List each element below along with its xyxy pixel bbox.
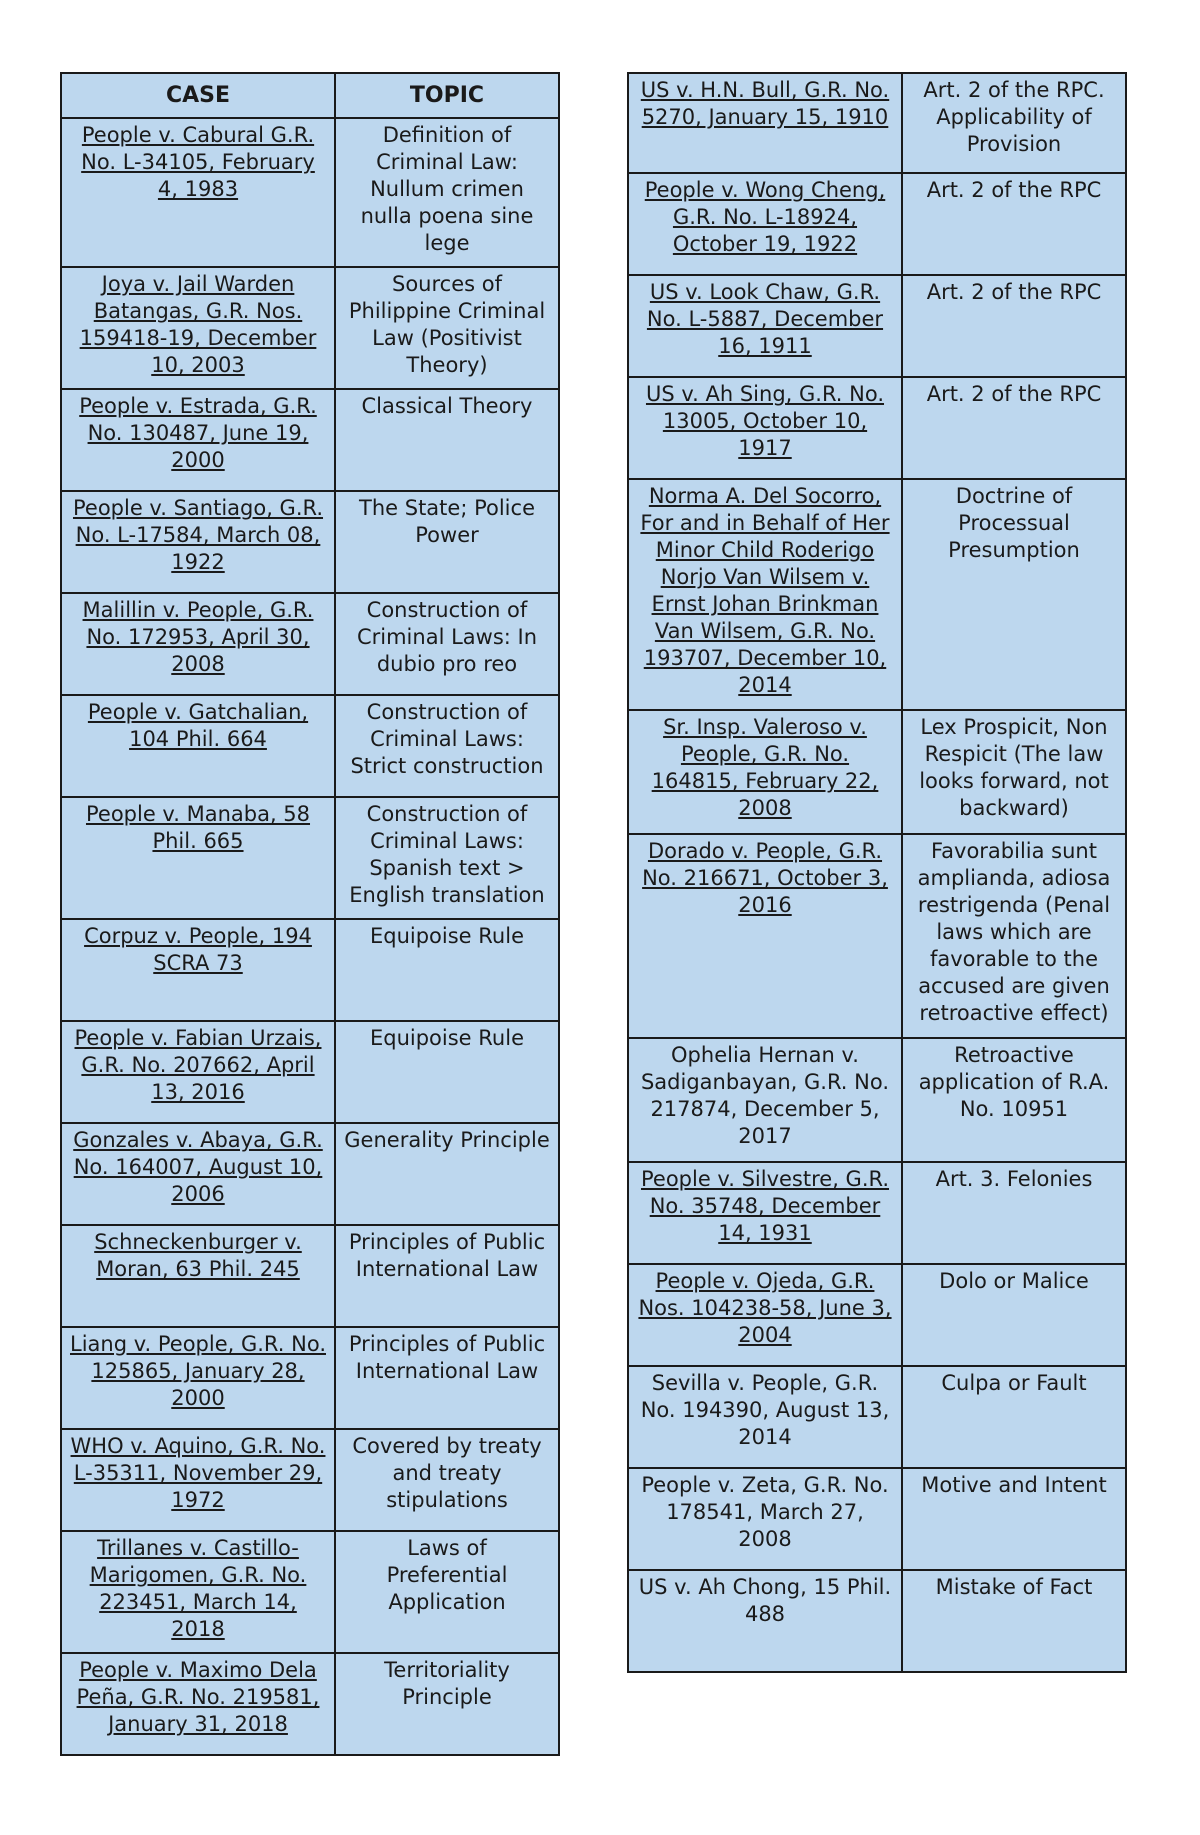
topic-cell: Principles of Public International Law	[335, 1327, 559, 1429]
topic-cell: Mistake of Fact	[902, 1570, 1126, 1672]
topic-cell: Covered by treaty and treaty stipulations	[335, 1429, 559, 1531]
table-row	[628, 1038, 1126, 1162]
case-link[interactable]: Schneckenburger v. Moran, 63 Phil. 245	[61, 1225, 335, 1327]
case-link[interactable]: US v. Look Chaw, G.R. No. L-5887, December 16, 1911	[628, 275, 902, 377]
table-row	[628, 377, 1126, 479]
case-link[interactable]: People v. Silvestre, G.R. No. 35748, December 14, 1931	[628, 1162, 902, 1264]
case-link[interactable]: Trillanes v. Castillo-Marigomen, G.R. No. 223451, March 14, 2018	[61, 1531, 335, 1653]
table-row	[628, 479, 1126, 710]
table-row	[61, 1327, 559, 1429]
topic-cell: Favorabilia sunt amplianda, adiosa restrigenda (Penal laws which are favorable to the accused are given retroactive effect)	[902, 834, 1126, 1038]
topic-cell: Art. 2 of the RPC	[902, 377, 1126, 479]
topic-cell: Art. 2 of the RPC	[902, 173, 1126, 275]
case-link[interactable]: Liang v. People, G.R. No. 125865, January 28, 2000	[61, 1327, 335, 1429]
case-link[interactable]: People v. Estrada, G.R. No. 130487, June 19, 2000	[61, 389, 335, 491]
table-row	[628, 710, 1126, 834]
case-link[interactable]: People v. Maximo Dela Peña, G.R. No. 219581, January 31, 2018	[61, 1653, 335, 1755]
table-row	[61, 593, 559, 695]
table-row	[61, 1653, 559, 1755]
case-link[interactable]: People v. Manaba, 58 Phil. 665	[61, 797, 335, 919]
topic-cell: Laws of Preferential Application	[335, 1531, 559, 1653]
topic-cell: Territoriality Principle	[335, 1653, 559, 1755]
case-cell: People v. Zeta, G.R. No. 178541, March 27, 2008	[628, 1468, 902, 1570]
table-row	[61, 267, 559, 389]
table-row	[61, 1123, 559, 1225]
case-link[interactable]: Corpuz v. People, 194 SCRA 73	[61, 919, 335, 1021]
topic-cell: Retroactive application of R.A. No. 10951	[902, 1038, 1126, 1162]
topic-cell: Classical Theory	[335, 389, 559, 491]
topic-cell: Equipoise Rule	[335, 919, 559, 1021]
topic-cell: Culpa or Fault	[902, 1366, 1126, 1468]
case-header: CASE	[61, 73, 335, 118]
case-link[interactable]: Dorado v. People, G.R. No. 216671, October 3, 2016	[628, 834, 902, 1038]
case-link[interactable]: People v. Wong Cheng, G.R. No. L-18924, October 19, 1922	[628, 173, 902, 275]
table-row	[628, 1468, 1126, 1570]
case-link[interactable]: WHO v. Aquino, G.R. No. L-35311, November 29, 1972	[61, 1429, 335, 1531]
topic-cell: Art. 2 of the RPC. Applicability of Provision	[902, 73, 1126, 173]
topic-cell: Construction of Criminal Laws: Spanish text > English translation	[335, 797, 559, 919]
right-case-table	[627, 72, 1127, 1673]
topic-header: TOPIC	[335, 73, 559, 118]
topic-cell: The State; Police Power	[335, 491, 559, 593]
topic-cell: Doctrine of Processual Presumption	[902, 479, 1126, 710]
topic-cell: Equipoise Rule	[335, 1021, 559, 1123]
case-link[interactable]: People v. Ojeda, G.R. Nos. 104238-58, June 3, 2004	[628, 1264, 902, 1366]
topic-cell: Principles of Public International Law	[335, 1225, 559, 1327]
topic-cell: Construction of Criminal Laws: Strict construction	[335, 695, 559, 797]
topic-cell: Motive and Intent	[902, 1468, 1126, 1570]
case-link[interactable]: Gonzales v. Abaya, G.R. No. 164007, August 10, 2006	[61, 1123, 335, 1225]
case-link[interactable]: People v. Fabian Urzais, G.R. No. 207662, April 13, 2016	[61, 1021, 335, 1123]
case-cell: Ophelia Hernan v. Sadiganbayan, G.R. No. 217874, December 5, 2017	[628, 1038, 902, 1162]
case-link[interactable]: People v. Gatchalian, 104 Phil. 664	[61, 695, 335, 797]
topic-cell: Generality Principle	[335, 1123, 559, 1225]
case-link[interactable]: People v. Santiago, G.R. No. L-17584, March 08, 1922	[61, 491, 335, 593]
case-link[interactable]: Norma A. Del Socorro, For and in Behalf of Her Minor Child Roderigo Norjo Van Wilsem v. Ernst Johan Brinkman Van Wilsem, G.R. No. 193707, December 10, 2014	[628, 479, 902, 710]
table-row	[61, 919, 559, 1021]
table-row	[61, 118, 559, 267]
header-row	[61, 73, 559, 118]
table-row	[61, 1429, 559, 1531]
table-row	[628, 834, 1126, 1038]
case-link[interactable]: Joya v. Jail Warden Batangas, G.R. Nos. 159418-19, December 10, 2003	[61, 267, 335, 389]
topic-cell: Art. 3. Felonies	[902, 1162, 1126, 1264]
table-row	[628, 1366, 1126, 1468]
table-row	[61, 491, 559, 593]
case-link[interactable]: US v. Ah Sing, G.R. No. 13005, October 10, 1917	[628, 377, 902, 479]
table-row	[61, 797, 559, 919]
table-row	[61, 1531, 559, 1653]
table-row	[61, 1225, 559, 1327]
table-row	[61, 1021, 559, 1123]
table-row	[628, 275, 1126, 377]
left-case-table	[60, 72, 560, 1756]
topic-cell: Lex Prospicit, Non Respicit (The law looks forward, not backward)	[902, 710, 1126, 834]
case-link[interactable]: US v. H.N. Bull, G.R. No. 5270, January 15, 1910	[628, 73, 902, 173]
case-cell: Sevilla v. People, G.R. No. 194390, August 13, 2014	[628, 1366, 902, 1468]
table-row	[628, 1570, 1126, 1672]
topic-cell: Definition of Criminal Law: Nullum crimen nulla poena sine lege	[335, 118, 559, 267]
table-row	[628, 1264, 1126, 1366]
case-link[interactable]: Sr. Insp. Valeroso v. People, G.R. No. 164815, February 22, 2008	[628, 710, 902, 834]
table-row	[61, 695, 559, 797]
case-link[interactable]: People v. Cabural G.R. No. L-34105, February 4, 1983	[61, 118, 335, 267]
table-row	[628, 1162, 1126, 1264]
topic-cell: Art. 2 of the RPC	[902, 275, 1126, 377]
case-cell: US v. Ah Chong, 15 Phil. 488	[628, 1570, 902, 1672]
table-row	[628, 173, 1126, 275]
table-row	[61, 389, 559, 491]
case-link[interactable]: Malillin v. People, G.R. No. 172953, April 30, 2008	[61, 593, 335, 695]
table-row	[628, 73, 1126, 173]
topic-cell: Dolo or Malice	[902, 1264, 1126, 1366]
topic-cell: Construction of Criminal Laws: In dubio pro reo	[335, 593, 559, 695]
topic-cell: Sources of Philippine Criminal Law (Positivist Theory)	[335, 267, 559, 389]
